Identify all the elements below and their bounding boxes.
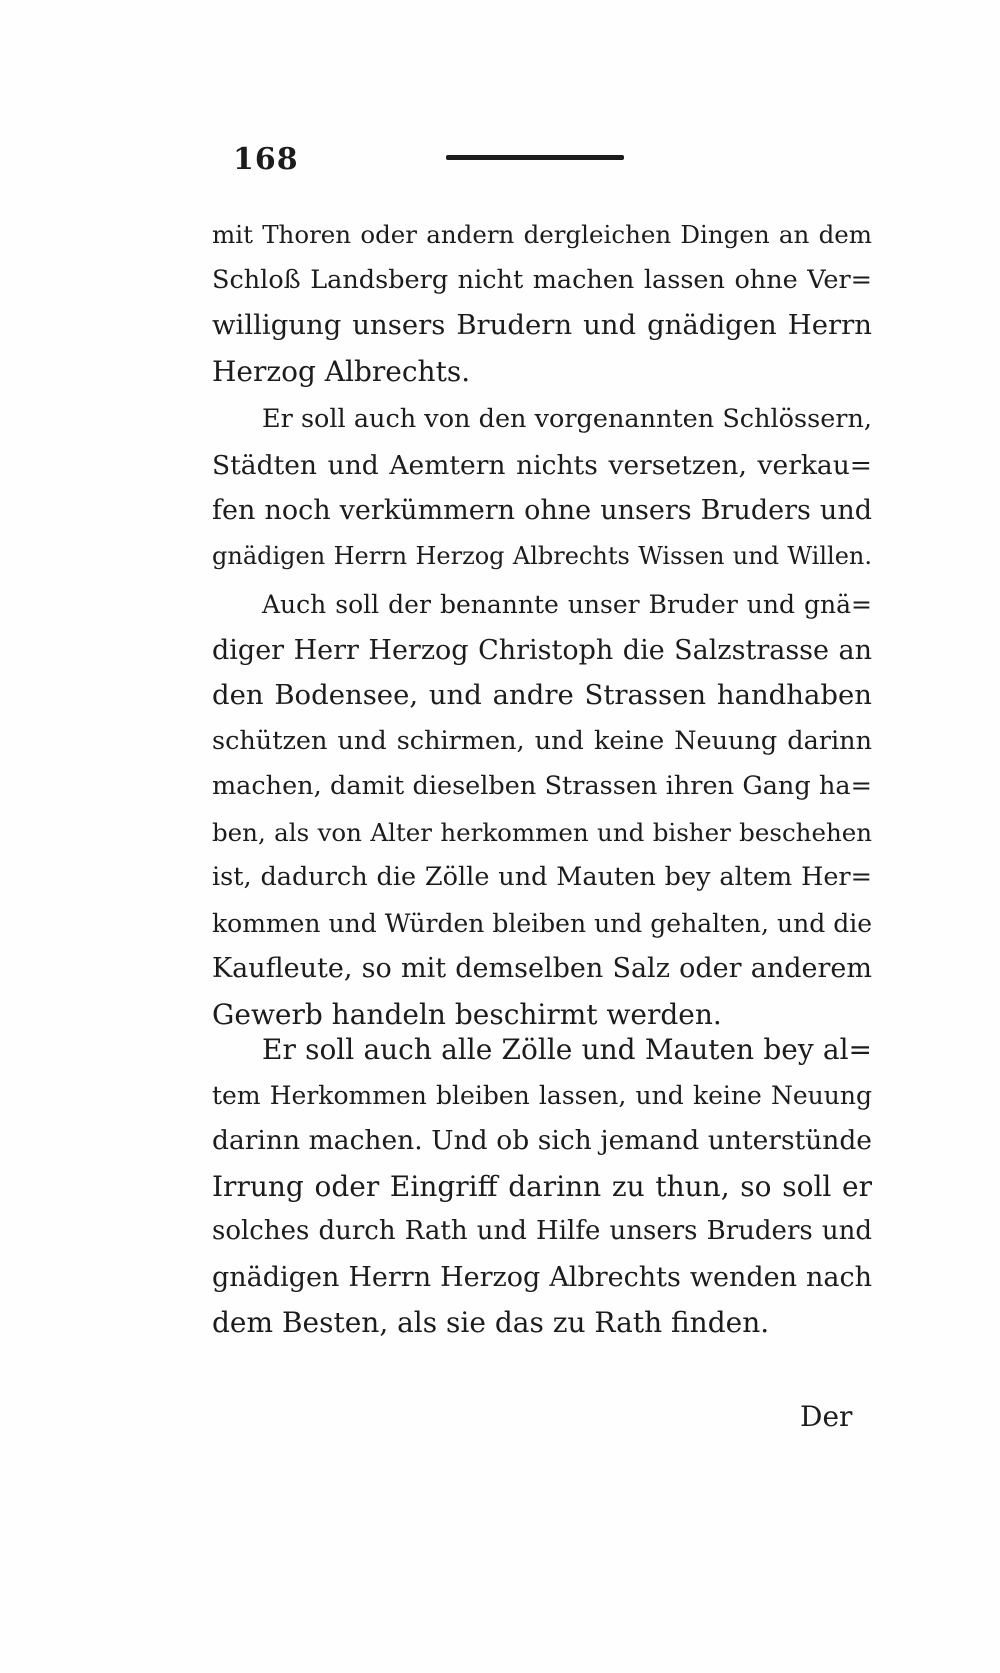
catchword: Der <box>800 1400 853 1433</box>
text-line: fen noch verkümmern ohne unsers Bruders und <box>212 495 872 526</box>
text-line: Schloß Landsberg nicht machen lassen ohne Ver= <box>212 264 872 295</box>
text-line: machen, damit dieselben Strassen ihren Gang ha= <box>212 771 872 801</box>
text-line: darinn machen. Und ob sich jemand unterstünde <box>212 1125 872 1156</box>
text-line: Herzog Albrechts. <box>212 354 471 388</box>
header-rule <box>446 155 624 160</box>
text-line: den Bodensee, und andre Strassen handhaben <box>212 679 872 711</box>
paragraph-2 <box>212 397 872 579</box>
text-line: Er soll auch alle Zölle und Mauten bey al= <box>262 1033 872 1066</box>
text-line: Er soll auch von den vorgenannten Schlössern, <box>262 404 872 434</box>
paragraph-1 <box>212 212 872 394</box>
text-line: gnädigen Herrn Herzog Albrechts wenden nach <box>212 1261 872 1293</box>
text-line: Auch soll der benannte unser Bruder und gnä= <box>262 590 872 619</box>
text-line: willigung unsers Brudern und gnädigen Herrn <box>212 309 872 341</box>
text-line: solches durch Rath und Hilfe unsers Bruders und <box>212 1216 872 1246</box>
text-line: tem Herkommen bleiben lassen, und keine Neuung <box>212 1080 872 1110</box>
text-line: dem Besten, als sie das zu Rath finden. <box>212 1306 770 1339</box>
text-line: Kaufleute, so mit demselben Salz oder anderem <box>212 953 872 984</box>
text-line: mit Thoren oder andern dergleichen Dingen an dem <box>212 220 872 249</box>
text-line: schützen und schirmen, und keine Neuung darinn <box>212 725 872 756</box>
text-line: ist, dadurch die Zölle und Mauten bey altem Her= <box>212 862 872 892</box>
text-line: kommen und Würden bleiben und gehalten, und die <box>212 908 872 938</box>
text-line: Städten und Aemtern nichts versetzen, verkau= <box>212 449 872 481</box>
text-line: gnädigen Herrn Herzog Albrechts Wissen und Willen. <box>212 541 872 570</box>
text-line: diger Herr Herzog Christoph die Salzstrasse an <box>212 634 872 666</box>
paragraph-4 <box>212 1027 872 1346</box>
paragraph-3 <box>212 582 872 1037</box>
text-line: Irrung oder Eingriff darinn zu thun, so soll er <box>212 1169 872 1203</box>
text-line: Gewerb handeln beschirmt werden. <box>212 997 722 1031</box>
page-number: 168 <box>233 142 299 177</box>
text-line: ben, als von Alter herkommen und bisher beschehen <box>212 817 872 847</box>
